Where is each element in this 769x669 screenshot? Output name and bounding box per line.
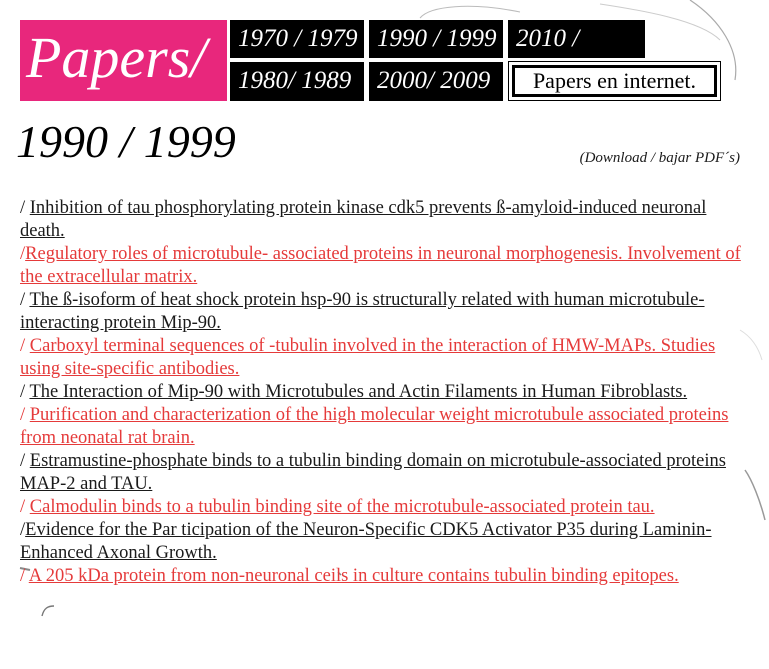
paper-item — [20, 197, 745, 243]
paper-link[interactable]: Purification and characterization of the high molecular weight microtubule associated proteins from neonatal rat brain. — [20, 405, 729, 448]
paper-item — [20, 450, 745, 496]
paper-item — [20, 519, 745, 565]
paper-item — [20, 496, 745, 519]
paper-prefix: / — [20, 405, 30, 425]
paper-link[interactable]: Carboxyl terminal sequences of -tubulin involved in the interaction of HMW-MAPs. Studies using site-specific antibodies. — [20, 336, 716, 379]
paper-item — [20, 381, 745, 404]
nav-1990-1999[interactable]: 1990 / 1999 — [369, 20, 503, 58]
paper-prefix: / — [20, 198, 30, 218]
paper-item — [20, 565, 745, 588]
paper-link[interactable]: Regulatory roles of microtubule- associated proteins in neuronal morphogenesis. Involvement of the extracellular matrix. — [20, 244, 741, 287]
paper-item — [20, 335, 745, 381]
papers-logo[interactable]: Papers/ — [20, 20, 227, 101]
download-note: (Download / bajar PDF´s) — [579, 150, 740, 166]
nav-1980-1989[interactable]: 1980/ 1989 — [230, 62, 364, 101]
paper-item — [20, 243, 745, 289]
page-title: 1990 / 1999 — [16, 116, 236, 167]
paper-link[interactable]: Estramustine-phosphate binds to a tubulin binding domain on microtubule-associated proteins MAP-2 and TAU. — [20, 451, 726, 494]
paper-link[interactable]: The Interaction of Mip-90 with Microtubules and Actin Filaments in Human Fibroblasts. — [29, 382, 688, 402]
nav-papers-internet-button[interactable] — [508, 61, 721, 101]
paper-prefix: / — [20, 520, 26, 540]
nav-papers-internet-label: Papers en internet. — [512, 65, 717, 97]
paper-prefix: / — [20, 497, 30, 517]
paper-prefix: / — [20, 336, 30, 356]
paper-prefix: / — [20, 382, 30, 402]
paper-prefix: / — [20, 244, 26, 264]
nav-2010[interactable]: 2010 / — [508, 20, 645, 58]
paper-link[interactable]: The ß-isoform of heat shock protein hsp-90 is structurally related with human microtubule-interacting protein Mip-90. — [20, 290, 705, 333]
paper-item — [20, 404, 745, 450]
paper-item — [20, 289, 745, 335]
paper-link[interactable]: A 205 kDa protein from non-neuronal ceils in culture contains tubulin binding epitopes. — [28, 566, 679, 586]
paper-list — [20, 197, 745, 588]
paper-link[interactable]: Inhibition of tau phosphorylating protein kinase cdk5 prevents ß-amyloid-induced neuronal death. — [20, 198, 707, 241]
nav-1970-1979[interactable]: 1970 / 1979 — [230, 20, 364, 58]
paper-prefix: / — [20, 451, 30, 471]
paper-link[interactable]: Calmodulin binds to a tubulin binding site of the microtubule-associated protein tau. — [29, 497, 655, 517]
paper-prefix: / — [20, 566, 29, 586]
nav-2000-2009[interactable]: 2000/ 2009 — [369, 62, 503, 101]
paper-link[interactable]: Evidence for the Par ticipation of the Neuron-Specific CDK5 Activator P35 during Laminin-Enhanced Axonal Growth. — [20, 520, 712, 563]
paper-prefix: / — [20, 290, 30, 310]
